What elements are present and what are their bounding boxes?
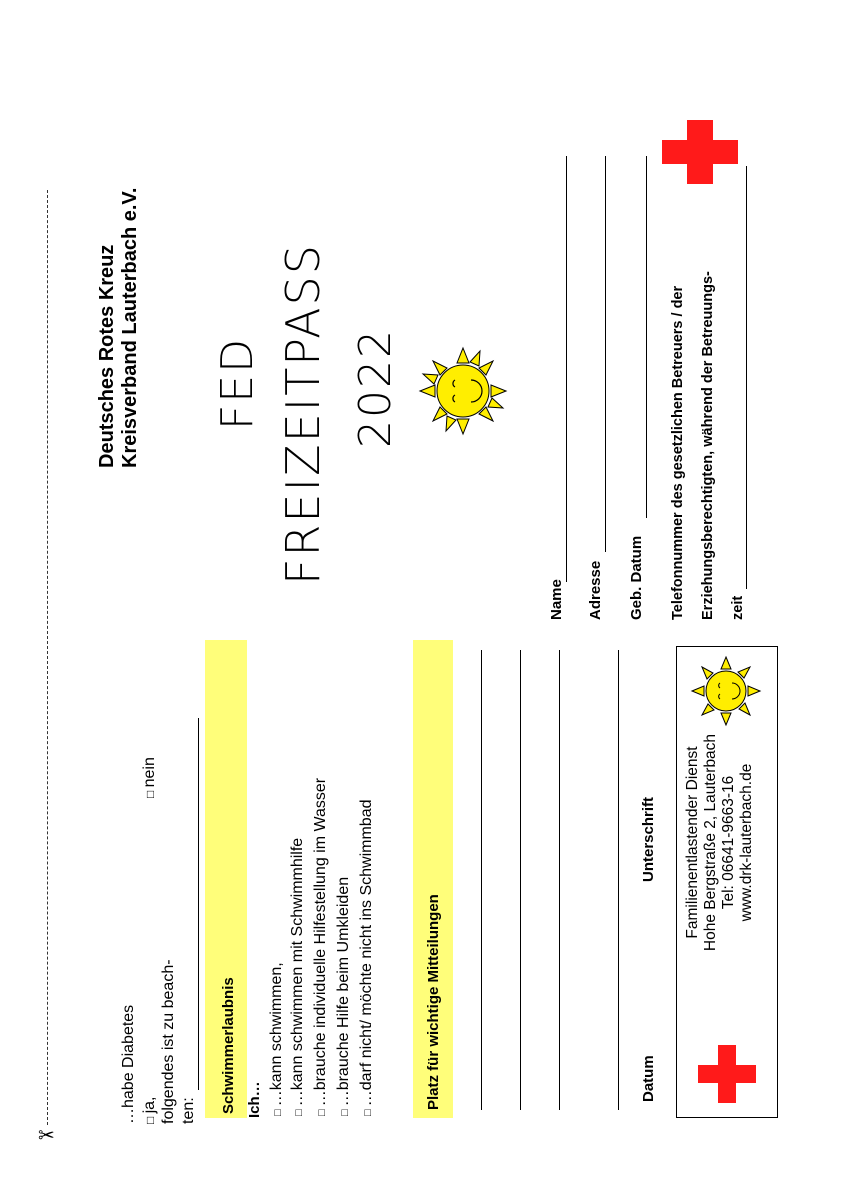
contact-line2: Hohe Bergstraße 2, Lauterbach <box>702 733 719 952</box>
title-fed: FED <box>212 337 263 430</box>
phone-label-line2: Erziehungsberechtigten, während der Betreuungs- <box>700 271 716 620</box>
phone-field[interactable] <box>746 166 747 589</box>
swim-header: Schwimmerlaubnis <box>220 977 237 1114</box>
contact-line1: Familienentlastender Dienst <box>684 746 701 939</box>
notes-header: Platz für wichtige Mitteilungen <box>425 894 442 1110</box>
diabetes-line1: …habe Diabetes <box>120 1004 137 1124</box>
sun-icon <box>690 655 762 727</box>
title-main: FREIZEITPASS <box>276 243 330 585</box>
diabetes-write-line[interactable] <box>198 718 199 1090</box>
swim-option-2[interactable]: □ …kann schwimmen mit Schwimmhilfe <box>289 837 306 1116</box>
checkbox-icon[interactable]: □ <box>272 1106 284 1116</box>
contact-line4[interactable]: www.drk-lauterbach.de <box>738 763 755 922</box>
notes-line-1[interactable] <box>481 650 482 1110</box>
name-label: Name <box>548 579 565 620</box>
notes-line-3[interactable] <box>559 650 560 1110</box>
red-cross-logo <box>698 1045 756 1103</box>
phone-label-line1: Telefonnummer des gesetzlichen Betreuers / der <box>670 285 686 620</box>
org-branch: Kreisverband Lauterbach e.V. <box>119 187 141 468</box>
contact-line3: Tel: 06641-9663-16 <box>720 775 737 910</box>
title-year: 2022 <box>350 328 401 448</box>
swim-option-3[interactable]: □ …brauche individuelle Hilfestellung im Wasser <box>312 777 329 1116</box>
geb-datum-field[interactable] <box>646 156 647 518</box>
checkbox-icon[interactable]: □ <box>362 1106 374 1116</box>
swim-option-4[interactable]: □ …brauche Hilfe beim Umkleiden <box>335 876 352 1116</box>
swim-intro: Ich… <box>246 1081 263 1118</box>
red-cross-logo-top <box>662 120 738 184</box>
phone-label-line3: zeit <box>730 595 746 620</box>
scissors-icon: ✂ <box>38 1123 55 1147</box>
notes-line-4[interactable] <box>618 650 619 1110</box>
unterschrift-label: Unterschrift <box>640 796 657 882</box>
name-field[interactable] <box>566 156 567 582</box>
checkbox-icon[interactable]: □ <box>143 787 157 798</box>
checkbox-icon[interactable]: □ <box>143 1113 157 1124</box>
checkbox-icon[interactable]: □ <box>316 1106 328 1116</box>
cut-line <box>47 190 48 1125</box>
adresse-field[interactable] <box>605 156 606 552</box>
diabetes-ja: □ ja, <box>141 1096 158 1124</box>
geb-datum-label: Geb. Datum <box>628 535 645 620</box>
diabetes-note-line2: ten: <box>180 1097 197 1124</box>
diabetes-note-line1: folgendes ist zu beach- <box>160 959 177 1124</box>
swim-option-5[interactable]: □ …darf nicht/ möchte nicht ins Schwimmbad <box>358 799 375 1116</box>
checkbox-icon[interactable]: □ <box>293 1106 305 1116</box>
checkbox-icon[interactable]: □ <box>339 1106 351 1116</box>
sun-icon-large <box>418 346 508 436</box>
adresse-label: Adresse <box>587 560 604 620</box>
datum-label: Datum <box>640 1055 657 1102</box>
swim-option-1[interactable]: □ …kann schwimmen, <box>268 962 285 1116</box>
org-name: Deutsches Rotes Kreuz <box>96 244 118 468</box>
notes-line-2[interactable] <box>520 650 521 1110</box>
diabetes-nein: □ nein <box>141 757 158 798</box>
